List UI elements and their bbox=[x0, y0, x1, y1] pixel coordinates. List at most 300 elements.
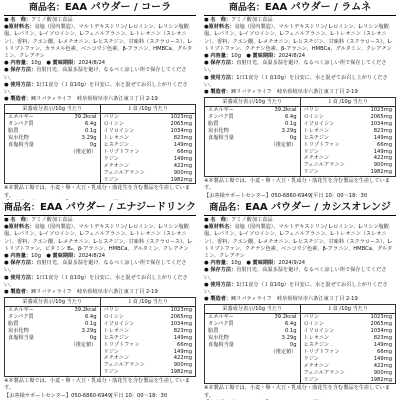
amino-header: １食 /10g 当たり bbox=[101, 298, 196, 307]
amino-acid-value: 1034mg bbox=[170, 128, 192, 135]
nutrient-value: 3.29g bbox=[81, 327, 97, 334]
nutrient-value: 6.4g bbox=[284, 321, 297, 328]
nutrition-header: 栄養成分表示/10g 当たり bbox=[5, 105, 100, 114]
ingredients-value: 食塩（国内製造）、マルトデキストリン/ L-ロイシン、L-リシン塩酸塩、L-バリン、L-イソロイシン、L-フェニルアラニン、L-トレオニン（スレオニン）、香料、クエン酸、L-メチオニン、L-ヒスチジン、甘味料（スクラロース）、L-トリプトファン、ビタミン B₂、β-アラニン、HMBCa、グルタミン、クレアチン bbox=[4, 224, 193, 252]
product-title bbox=[200, 200, 400, 214]
nutrient-name: エネルギー bbox=[208, 107, 234, 114]
storage-label: ● 保存方法： bbox=[204, 267, 237, 274]
nutrient-name: タンパク質 bbox=[8, 314, 34, 321]
expiry-label: ● 賞味期限： bbox=[46, 60, 79, 67]
nutrient-name: 脂質 bbox=[208, 328, 219, 335]
nutrient-value: 39.2kcal bbox=[74, 114, 97, 121]
amino-acid-value: 1034mg bbox=[370, 120, 392, 127]
amino-acid-row bbox=[101, 163, 196, 170]
expiry-value: 2024/8/24 bbox=[278, 53, 306, 60]
spec-block bbox=[200, 17, 400, 96]
amino-acid-value: 2065mg bbox=[370, 114, 392, 121]
divider bbox=[4, 15, 196, 16]
amino-acid-name: リジン bbox=[103, 369, 119, 376]
manufacturer-value: ㈱リバティライフ 岐阜県岐阜市六条江東３丁目 2-19 bbox=[231, 89, 358, 96]
amino-acid-value: 900mg bbox=[373, 369, 392, 376]
footer bbox=[0, 378, 200, 400]
storage-row bbox=[204, 267, 396, 281]
amino-acid-name: リジン bbox=[303, 169, 319, 176]
name-label: ● 名 称： bbox=[204, 217, 232, 223]
amino-acid-name: トリプトファン bbox=[103, 148, 140, 155]
allergen-note: ※本製品工場では、小麦・卵・大豆・乳成分・落花生を含む製品を生産しています。 bbox=[4, 185, 190, 199]
amino-acid-name: トリプトファン bbox=[303, 141, 340, 148]
nutrient-name: タンパク質 bbox=[208, 321, 234, 328]
support-label: 【お客様サポートセンター】 bbox=[4, 392, 72, 399]
nutrient-value: 39.2kcal bbox=[274, 107, 297, 114]
nutrient-value: 39.2kcal bbox=[74, 307, 97, 314]
nutrition-table bbox=[204, 97, 396, 177]
footer bbox=[0, 185, 200, 200]
usage-value: 1日1食分（１食10g）を目安に、水と混ぜてお召し上がりください。 bbox=[4, 81, 188, 96]
manufacturer-label: ● 製造者： bbox=[4, 289, 32, 296]
name-label: ● 名 称： bbox=[4, 17, 32, 23]
nutrient-name: 脂質 bbox=[8, 320, 19, 327]
content-value: 10g bbox=[231, 260, 241, 267]
usage-value: 1日1食分（１食10g）を目安に、水と混ぜてお召し上がりください。 bbox=[204, 281, 388, 296]
allergen-note: ※本製品工場では、小麦・卵・大豆・乳成分・落花生を含む製品を生産しています。 bbox=[204, 178, 390, 192]
amino-acid-value: 422mg bbox=[373, 362, 392, 369]
amino-acid-name: トレオニン bbox=[103, 135, 130, 142]
storage-value: 直射日光、高温多湿を避け、なるべく涼しい所で保存してください。 bbox=[4, 67, 187, 81]
amino-acid-value: 823mg bbox=[373, 127, 392, 134]
storage-value: 直射日光、高温多湿を避け、なるべく涼しい所で保存してください。 bbox=[204, 267, 387, 281]
amino-acid-row bbox=[301, 335, 396, 342]
name-value: アミノ酸加工食品 bbox=[31, 217, 73, 223]
amino-acid-row bbox=[301, 142, 396, 149]
amino-acid-name: ロイシン bbox=[103, 314, 124, 321]
amino-acid-value: 823mg bbox=[173, 327, 192, 334]
amino-acid-name: イソロイシン bbox=[303, 120, 335, 127]
expiry-label: ● 賞味期限： bbox=[246, 53, 279, 60]
amino-acid-value: 422mg bbox=[373, 155, 392, 162]
amino-acid-name: ロイシン bbox=[303, 114, 324, 121]
amino-acid-value: 1034mg bbox=[370, 328, 392, 335]
nutrient-name: タンパク質 bbox=[208, 114, 234, 121]
amino-acid-value: 66mg bbox=[377, 348, 392, 355]
support-line bbox=[4, 393, 167, 399]
nutrition-header: 栄養成分表示/10g 当たり bbox=[205, 305, 300, 314]
nutrient-value: 6.4g bbox=[84, 121, 97, 128]
amino-acid-facts bbox=[300, 305, 396, 383]
amino-acid-value: 2065mg bbox=[170, 121, 192, 128]
divider bbox=[4, 215, 196, 216]
amino-acid-value: 1982mg bbox=[170, 176, 192, 183]
amino-acid-name: ロイシン bbox=[303, 321, 324, 328]
allergen-note: ※本製品工場では、小麦・卵・大豆・乳成分・落花生を含む製品を生産しています。 bbox=[204, 385, 390, 399]
amino-acid-name: バリン bbox=[303, 314, 320, 321]
amino-acid-value: 823mg bbox=[173, 135, 192, 142]
nutrient-name: エネルギー bbox=[8, 307, 34, 314]
amino-acid-name: イソロイシン bbox=[103, 128, 135, 135]
nutrition-facts bbox=[5, 105, 100, 183]
nutrient-value: 0g bbox=[289, 341, 297, 348]
amino-acid-facts bbox=[300, 98, 396, 176]
amino-acid-row bbox=[101, 369, 196, 376]
support-label: 【お客様サポートセンター】 bbox=[204, 192, 272, 199]
amino-acid-value: 422mg bbox=[173, 162, 192, 169]
manufacturer-value: ㈱リバティライフ 岐阜県岐阜市六条江東３丁目 2-19 bbox=[31, 289, 158, 296]
amino-acid-name: リジン bbox=[103, 348, 119, 355]
amino-acid-name: メチオニン bbox=[103, 355, 130, 362]
nutrition-facts bbox=[205, 98, 300, 176]
amino-acid-row bbox=[301, 370, 396, 377]
amino-acid-name: イソロイシン bbox=[103, 320, 135, 327]
nutrient-name: 食塩相当量 bbox=[8, 334, 34, 341]
amino-acid-row bbox=[301, 169, 396, 176]
nutrient-row bbox=[5, 307, 100, 314]
product-name: EAA パウダー / コーラ bbox=[64, 2, 172, 13]
amino-acid-value: 149mg bbox=[173, 155, 192, 162]
storage-value: 直射日光、高温多湿を避け、なるべく涼しい所で保存してください。 bbox=[204, 60, 387, 74]
content-value: 10g bbox=[231, 53, 241, 60]
nutrient-value: 0g bbox=[89, 334, 97, 341]
spec-block bbox=[0, 17, 200, 103]
nutrition-facts bbox=[205, 305, 300, 383]
ingredients-value: 食塩（国内製造）、マルトデキストリン/ L-ロイシン、L-リシン塩酸塩、L-バリン、L-イソロイシン、L-フェニルアラニン、L-トレオニン（スレオニン）、香料、クエン酸、L-メチオニン、L-ヒスチジン、甘味料（スクラロース）、L-トリプトファン、クチナシ色素、β-アラニン、HMBCa、グルタミン、クレアチン bbox=[204, 24, 393, 52]
amino-acid-name: メチオニン bbox=[303, 155, 330, 162]
allergen-note: ※本製品工場では、小麦・卵・大豆・乳成分・落花生を含む製品を生産しています。 bbox=[4, 378, 190, 392]
ingredients-row bbox=[204, 24, 396, 53]
nutrient-name: 炭水化物 bbox=[208, 127, 229, 134]
amino-acid-name: ヒスチジン bbox=[303, 341, 330, 348]
amino-acid-row bbox=[101, 177, 196, 184]
amino-acid-name: トレオニン bbox=[103, 327, 130, 334]
amino-acid-name: メチオニン bbox=[303, 362, 330, 369]
ingredients-row bbox=[4, 224, 196, 253]
product-title bbox=[200, 0, 400, 14]
amino-acid-row bbox=[301, 342, 396, 349]
manufacturer-label: ● 製造者： bbox=[4, 96, 32, 103]
manufacturer-value: ㈱リバティライフ 岐阜県岐阜市六条江東３丁目 2-19 bbox=[31, 96, 158, 103]
nutrient-row bbox=[205, 107, 300, 114]
amino-acid-facts bbox=[100, 298, 196, 376]
manufacturer-label: ● 製造者： bbox=[204, 89, 232, 96]
content-value: 10g bbox=[31, 253, 41, 260]
expiry-value: 2024/8/24 bbox=[78, 60, 106, 67]
name-value: アミノ酸加工食品 bbox=[231, 17, 273, 23]
amino-acid-value: 149mg bbox=[373, 148, 392, 155]
amino-acid-value: 2065mg bbox=[170, 314, 192, 321]
product-name: EAA パウダー / エナジードリンク bbox=[40, 202, 196, 213]
nutrient-row bbox=[205, 342, 300, 349]
support-line bbox=[204, 193, 367, 199]
product-name-label: 商品名： bbox=[209, 203, 246, 213]
content-value: 10g bbox=[31, 60, 41, 67]
amino-acid-value: 149mg bbox=[373, 355, 392, 362]
usage-row bbox=[4, 82, 196, 96]
amino-acid-row bbox=[301, 107, 396, 114]
expiry-label: ● 賞味期限： bbox=[46, 253, 79, 260]
amino-acid-value: 1982mg bbox=[370, 169, 392, 176]
amino-acid-name: フェニルアラニン bbox=[103, 169, 145, 176]
amino-acid-row bbox=[301, 377, 396, 384]
amino-acid-row bbox=[301, 128, 396, 135]
ingredients-value: 食塩（国内製造）、マルトデキストリン/ L-ロイシン、L-リシン塩酸塩、L-バリン、L-イソロイシン、L-フェニルアラニン、L-トレオニン（スレオニン）、香料、クエン酸、L-メチオニン、L-ヒスチジン、甘味料（スクラロース）、L-トリプトファン、カラメル色素、ベニコウジ色素、β-アラニン、HMBCa、グルタミン、クレアチン bbox=[4, 24, 193, 60]
amino-acid-value: 66mg bbox=[177, 341, 192, 348]
amino-acid-value: 1034mg bbox=[170, 320, 192, 327]
nutrient-row bbox=[5, 328, 100, 335]
amino-acid-name: イソロイシン bbox=[303, 328, 335, 335]
nutrient-value: 39.2kcal bbox=[274, 314, 297, 321]
product-name-label: 商品名： bbox=[4, 203, 41, 213]
amino-acid-value: 2065mg bbox=[370, 321, 392, 328]
amino-acid-value: 149mg bbox=[173, 334, 192, 341]
expiry-value: 2024/8/24 bbox=[78, 253, 106, 260]
spec-block bbox=[200, 217, 400, 303]
usage-row bbox=[204, 282, 396, 296]
amino-acid-name: トレオニン bbox=[303, 127, 330, 134]
estimated-note: （推定値） bbox=[270, 141, 297, 148]
amino-acid-name: メチオニン bbox=[103, 162, 130, 169]
nutrient-row bbox=[205, 335, 300, 342]
amino-acid-row bbox=[101, 314, 196, 321]
nutrient-value: 0.1g bbox=[284, 120, 297, 127]
nutrient-name: 炭水化物 bbox=[208, 335, 229, 342]
footer bbox=[200, 385, 400, 400]
spec-block bbox=[0, 217, 200, 296]
support-phone: 050-6860-6949 bbox=[271, 192, 312, 199]
nutrient-value: 0.1g bbox=[284, 328, 297, 335]
amino-acid-facts bbox=[100, 105, 196, 183]
nutrient-value: 3.29g bbox=[281, 335, 297, 342]
storage-label: ● 保存方法： bbox=[4, 67, 37, 74]
amino-acid-value: 1023mg bbox=[170, 307, 192, 314]
amino-acid-name: ヒスチジン bbox=[103, 141, 130, 148]
amino-acid-name: バリン bbox=[303, 107, 320, 114]
content-label: ● 内容量： bbox=[4, 253, 32, 260]
nutrient-row bbox=[205, 135, 300, 142]
usage-label: ● 使用方法： bbox=[4, 81, 37, 88]
product-title bbox=[0, 200, 200, 214]
nutrition-table bbox=[4, 297, 196, 377]
amino-acid-value: 823mg bbox=[373, 335, 392, 342]
amino-acid-name: ヒスチジン bbox=[303, 134, 330, 141]
amino-acid-name: リジン bbox=[103, 155, 119, 162]
amino-acid-value: 900mg bbox=[173, 362, 192, 369]
product-name-label: 商品名： bbox=[228, 3, 265, 13]
amino-acid-row bbox=[301, 363, 396, 370]
amino-acid-value: 66mg bbox=[177, 148, 192, 155]
ingredients-label: ●原材料名： bbox=[4, 24, 35, 31]
amino-acid-name: バリン bbox=[103, 307, 120, 314]
manufacturer-label: ● 製造者： bbox=[204, 296, 232, 303]
name-value: アミノ酸加工食品 bbox=[231, 217, 273, 223]
support-hours: [平日 10：00～18：30 bbox=[311, 192, 368, 199]
amino-acid-name: フェニルアラニン bbox=[303, 162, 345, 169]
name-value: アミノ酸加工食品 bbox=[31, 17, 73, 23]
nutrient-value: 0g bbox=[289, 134, 297, 141]
nutrient-row bbox=[5, 142, 100, 149]
manufacturer-row bbox=[204, 296, 396, 303]
nutrient-value: 3.29g bbox=[281, 127, 297, 134]
footer bbox=[200, 178, 400, 200]
amino-acid-name: ヒスチジン bbox=[103, 334, 130, 341]
amino-acid-row bbox=[301, 349, 396, 356]
usage-label: ● 使用方法： bbox=[4, 274, 37, 281]
content-label: ● 内容量： bbox=[204, 53, 232, 60]
nutrient-name: 食塩相当量 bbox=[208, 134, 234, 141]
amino-acid-row bbox=[101, 307, 196, 314]
amino-acid-name: フェニルアラニン bbox=[103, 362, 145, 369]
amino-acid-name: トレオニン bbox=[303, 335, 330, 342]
amino-header: １食 /10g 当たり bbox=[301, 305, 396, 314]
amino-acid-row bbox=[101, 170, 196, 177]
estimated-note: （推定値） bbox=[270, 348, 297, 355]
storage-value: 直射日光、高温多湿を避け、なるべく涼しい所で保存してください。 bbox=[4, 260, 187, 274]
product-name-label: 商品名： bbox=[28, 3, 65, 13]
expiry-label: ● 賞味期限： bbox=[246, 260, 279, 267]
nutrient-name: エネルギー bbox=[208, 314, 234, 321]
storage-label: ● 保存方法： bbox=[204, 60, 237, 67]
nutrient-name: 炭水化物 bbox=[8, 135, 29, 142]
label-panel bbox=[0, 0, 200, 200]
ingredients-value: 食塩（国内製造）、マルトデキストリン/ L-ロイシン、L-リシン塩酸塩、L-バリン、L-イソロイシン、L-フェニルアラニン、L-トレオニン（スレオニン）、香料、クエン酸、L-メチオニン、L-ヒスチジン、甘味料（スクラロース）、L-トリプトファン、クチナシ色素、ベニコウジ色素、β-アラニン、HMBCa、グルタミン、クレアチン bbox=[204, 224, 393, 260]
support-phone: 050-6860-6949 bbox=[71, 392, 112, 399]
divider bbox=[204, 215, 396, 216]
amino-acid-name: リジン bbox=[103, 176, 119, 183]
nutrient-name: 食塩相当量 bbox=[208, 341, 234, 348]
amino-acid-name: トリプトファン bbox=[103, 341, 140, 348]
amino-acid-name: ロイシン bbox=[103, 121, 124, 128]
amino-acid-value: 1982mg bbox=[170, 369, 192, 376]
amino-acid-value: 422mg bbox=[173, 355, 192, 362]
label-panel bbox=[200, 200, 400, 400]
amino-acid-name: フェニルアラニン bbox=[303, 369, 345, 376]
nutrient-name: タンパク質 bbox=[8, 121, 34, 128]
nutrient-name: 食塩相当量 bbox=[8, 141, 34, 148]
nutrient-name: 脂質 bbox=[208, 120, 219, 127]
nutrition-header: 栄養成分表示/10g 当たり bbox=[5, 298, 100, 307]
nutrient-row bbox=[5, 135, 100, 142]
amino-acid-name: バリン bbox=[103, 114, 120, 121]
content-label: ● 内容量： bbox=[204, 260, 232, 267]
nutrition-header: 栄養成分表示/10g 当たり bbox=[205, 98, 300, 107]
ingredients-row bbox=[4, 24, 196, 60]
nutrition-table bbox=[4, 104, 196, 184]
expiry-value: 2024/9/24 bbox=[278, 260, 306, 267]
amino-acid-value: 149mg bbox=[373, 134, 392, 141]
manufacturer-row bbox=[204, 89, 396, 96]
amino-header: １食 /10g 当たり bbox=[101, 105, 196, 114]
usage-row bbox=[204, 75, 396, 89]
amino-acid-row bbox=[301, 114, 396, 121]
product-name: EAA パウダー / カシスオレンジ bbox=[245, 202, 391, 213]
usage-value: 1日1食分（１食10g）を目安に、水と混ぜてお召し上がりください。 bbox=[204, 74, 388, 88]
amino-acid-name: リジン bbox=[303, 376, 319, 383]
amino-acid-row bbox=[101, 335, 196, 342]
amino-acid-value: 1982mg bbox=[370, 376, 392, 383]
name-label: ● 名 称： bbox=[204, 17, 232, 23]
ingredients-label: ●原材料名： bbox=[4, 224, 35, 231]
usage-label: ● 使用方法： bbox=[204, 281, 237, 288]
nutrient-row bbox=[5, 314, 100, 321]
nutrient-row bbox=[205, 121, 300, 128]
storage-row bbox=[4, 67, 196, 81]
ingredients-row bbox=[204, 224, 396, 260]
nutrient-name: 炭水化物 bbox=[8, 327, 29, 334]
product-title bbox=[0, 0, 200, 14]
amino-acid-value: 1023mg bbox=[170, 114, 192, 121]
nutrition-facts bbox=[5, 298, 100, 376]
nutrient-value: 6.4g bbox=[284, 114, 297, 121]
manufacturer-row bbox=[4, 289, 196, 296]
amino-acid-row bbox=[101, 328, 196, 335]
nutrient-value: 6.4g bbox=[84, 314, 97, 321]
storage-row bbox=[4, 260, 196, 274]
amino-acid-value: 149mg bbox=[173, 141, 192, 148]
nutrient-value: 0g bbox=[89, 141, 97, 148]
amino-acid-value: 149mg bbox=[373, 341, 392, 348]
ingredients-label: ●原材料名： bbox=[204, 224, 235, 231]
nutrient-value: 3.29g bbox=[81, 135, 97, 142]
amino-acid-value: 1023mg bbox=[370, 314, 392, 321]
amino-acid-row bbox=[301, 135, 396, 142]
storage-label: ● 保存方法： bbox=[4, 260, 37, 267]
amino-acid-name: リジン bbox=[303, 148, 319, 155]
usage-value: 1日1食分（１食10g）を目安に、水と混ぜてお召し上がりください。 bbox=[4, 274, 188, 288]
nutrient-value: 0.1g bbox=[84, 320, 97, 327]
manufacturer-row bbox=[4, 96, 196, 103]
amino-acid-name: リジン bbox=[303, 355, 319, 362]
nutrient-row bbox=[205, 114, 300, 121]
amino-acid-value: 900mg bbox=[373, 162, 392, 169]
ingredients-label: ●原材料名： bbox=[204, 24, 235, 31]
estimated-note: （推定値） bbox=[70, 341, 97, 348]
nutrient-row bbox=[5, 335, 100, 342]
amino-acid-row bbox=[101, 142, 196, 149]
amino-acid-value: 66mg bbox=[377, 141, 392, 148]
estimated-note: （推定値） bbox=[70, 148, 97, 155]
nutrition-table bbox=[204, 304, 396, 384]
amino-acid-value: 900mg bbox=[173, 169, 192, 176]
amino-acid-row bbox=[301, 356, 396, 363]
amino-header: １食 /10g 当たり bbox=[301, 98, 396, 107]
nutrient-row bbox=[205, 128, 300, 135]
nutrient-name: 脂質 bbox=[8, 128, 19, 135]
nutrient-row bbox=[5, 321, 100, 328]
amino-acid-row bbox=[101, 342, 196, 349]
support-hours: [平日 10：00～18：30 bbox=[111, 392, 168, 399]
usage-label: ● 使用方法： bbox=[204, 74, 237, 81]
nutrient-row bbox=[5, 121, 100, 128]
amino-acid-row bbox=[101, 149, 196, 156]
content-label: ● 内容量： bbox=[4, 60, 32, 67]
divider bbox=[204, 15, 396, 16]
nutrient-value: 0.1g bbox=[84, 128, 97, 135]
storage-row bbox=[204, 60, 396, 74]
amino-acid-value: 1023mg bbox=[370, 107, 392, 114]
amino-acid-row bbox=[101, 135, 196, 142]
label-panel bbox=[200, 0, 400, 200]
amino-acid-row bbox=[101, 321, 196, 328]
amino-acid-name: トリプトファン bbox=[303, 348, 340, 355]
product-name: EAA パウダー / ラムネ bbox=[264, 2, 372, 13]
amino-acid-row bbox=[101, 156, 196, 163]
usage-row bbox=[4, 275, 196, 289]
name-label: ● 名 称： bbox=[4, 217, 32, 223]
nutrient-row bbox=[205, 321, 300, 328]
amino-acid-row bbox=[301, 121, 396, 128]
amino-acid-value: 149mg bbox=[173, 348, 192, 355]
nutrient-name: エネルギー bbox=[8, 114, 34, 121]
label-panel bbox=[0, 200, 200, 400]
manufacturer-value: ㈱リバティライフ 岐阜県岐阜市六条江東３丁目 2-19 bbox=[231, 296, 358, 303]
